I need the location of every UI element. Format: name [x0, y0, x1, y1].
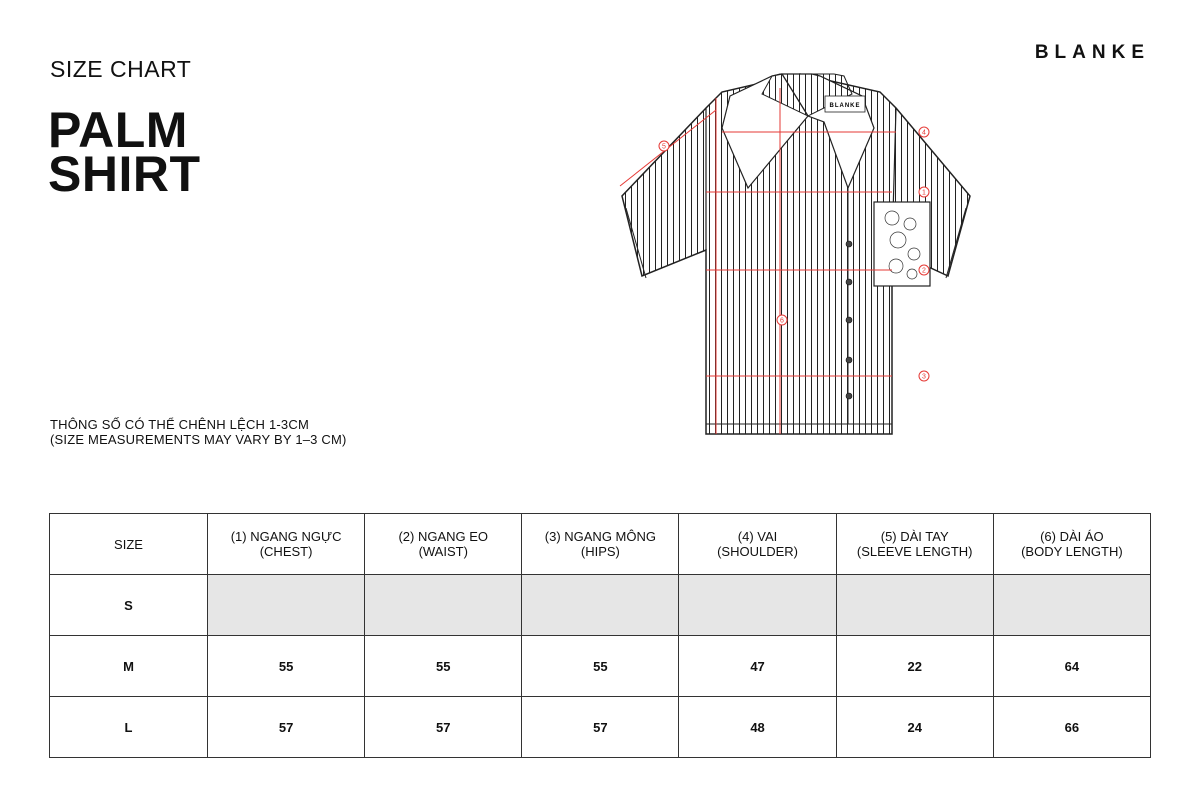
- cell-l-hips: 57: [522, 697, 679, 758]
- cell-s-hips: [522, 575, 679, 636]
- cell-m-sleeve: 22: [836, 636, 993, 697]
- neck-label-text: BLANKE: [829, 103, 861, 109]
- header-size: SIZE: [50, 514, 208, 575]
- header-hips: (3) NGANG MÔNG (HIPS): [522, 514, 679, 575]
- table-row-l: [50, 697, 1151, 758]
- header-shoulder: (4) VAI (SHOULDER): [679, 514, 836, 575]
- marker-2: 2: [922, 267, 926, 275]
- cell-s-waist: [365, 575, 522, 636]
- marker-3: 3: [922, 373, 926, 381]
- cell-m-shoulder: 47: [679, 636, 836, 697]
- size-label-l: L: [50, 697, 208, 758]
- size-label-m: M: [50, 636, 208, 697]
- header-waist: (2) NGANG EO (WAIST): [365, 514, 522, 575]
- marker-4: 4: [922, 129, 926, 137]
- cell-l-shoulder: 48: [679, 697, 836, 758]
- marker-1: 1: [922, 189, 926, 197]
- cell-m-hips: 55: [522, 636, 679, 697]
- table-row-m: [50, 636, 1151, 697]
- cell-s-chest: [208, 575, 365, 636]
- cell-l-waist: 57: [365, 697, 522, 758]
- cell-s-body: [993, 575, 1150, 636]
- table-row-s: [50, 575, 1151, 636]
- cell-s-sleeve: [836, 575, 993, 636]
- cell-l-chest: 57: [208, 697, 365, 758]
- header-chest: (1) NGANG NGỰC (CHEST): [208, 514, 365, 575]
- header-sleeve-length: (5) DÀI TAY (SLEEVE LENGTH): [836, 514, 993, 575]
- cell-m-chest: 55: [208, 636, 365, 697]
- cell-s-shoulder: [679, 575, 836, 636]
- shirt-measurement-diagram: [612, 68, 992, 436]
- brand-logo: BLANKE: [1034, 42, 1150, 63]
- size-chart-subtitle: SIZE CHART: [50, 56, 192, 82]
- note-line-en: (SIZE MEASUREMENTS MAY VARY BY 1–3 CM): [50, 432, 347, 447]
- marker-5: 5: [662, 143, 666, 151]
- product-title-line2: SHIRT: [48, 146, 201, 202]
- marker-6: 6: [780, 317, 784, 325]
- cell-l-sleeve: 24: [836, 697, 993, 758]
- product-title-line1: PALM: [48, 102, 188, 158]
- size-table: [49, 513, 1151, 758]
- cell-l-body: 66: [993, 697, 1150, 758]
- cell-m-waist: 55: [365, 636, 522, 697]
- note-line-vi: THÔNG SỐ CÓ THỂ CHÊNH LỆCH 1-3CM: [50, 417, 309, 432]
- measurement-note: [50, 417, 347, 447]
- header-body-length: (6) DÀI ÁO (BODY LENGTH): [993, 514, 1150, 575]
- size-label-s: S: [50, 575, 208, 636]
- cell-m-body: 64: [993, 636, 1150, 697]
- product-title: [48, 102, 201, 202]
- table-header-row: [50, 514, 1151, 575]
